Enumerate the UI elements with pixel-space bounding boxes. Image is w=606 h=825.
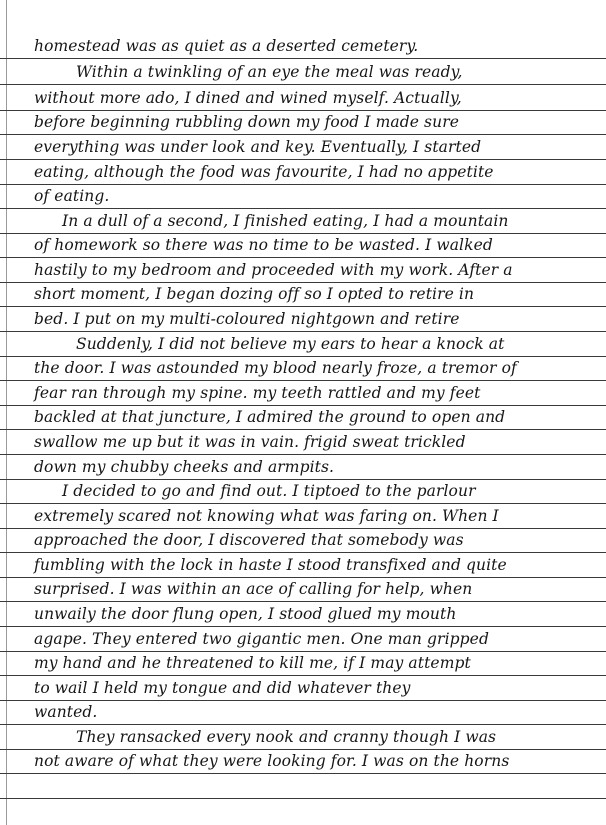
text-line: backled at that juncture, I admired the ground to open and [34,408,506,426]
text-line: to wail I held my tongue and did whatever they [34,679,411,697]
text-line: surprised. I was within an ace of calling for help, when [34,580,473,598]
text-line: I decided to go and find out. I tiptoed to the parlour [62,482,476,500]
text-line: homestead was as quiet as a deserted cemetery. [34,37,419,55]
ruled-line [0,773,606,774]
text-line: the door. I was astounded my blood nearly froze, a tremor of [34,359,517,377]
text-line: of homework so there was no time to be wasted. I walked [34,236,493,254]
ruled-line [0,58,606,59]
text-line: short moment, I began dozing off so I opted to retire in [34,285,475,303]
ruled-line [0,84,606,85]
text-line: hastily to my bedroom and proceeded with my work. After a [34,261,513,279]
text-line: not aware of what they were looking for. I was on the horns [34,752,510,770]
text-line: before beginning rubbling down my food I made sure [34,113,459,131]
text-line: Suddenly, I did not believe my ears to hear a knock at [76,335,505,353]
text-line: extremely scared not knowing what was faring on. When I [34,507,499,525]
text-line: swallow me up but it was in vain. frigid sweat trickled [34,433,466,451]
text-line: bed. I put on my multi-coloured nightgown and retire [34,310,460,328]
text-line: fumbling with the lock in haste I stood transfixed and quite [34,556,507,574]
text-line: Within a twinkling of an eye the meal was ready, [76,63,463,81]
text-line: In a dull of a second, I finished eating, I had a mountain [62,212,509,230]
text-line: without more ado, I dined and wined myself. Actually, [34,89,462,107]
text-line: agape. They entered two gigantic men. One man gripped [34,630,489,648]
text-line: wanted. [34,703,98,721]
text-line: unwaily the door flung open, I stood glued my mouth [34,605,457,623]
text-line: everything was under look and key. Eventually, I started [34,138,482,156]
text-line: of eating. [34,187,110,205]
margin-rule [6,0,7,825]
text-line: my hand and he threatened to kill me, if I may attempt [34,654,471,672]
text-line: approached the door, I discovered that somebody was [34,531,464,549]
text-line: fear ran through my spine. my teeth rattled and my feet [34,384,481,402]
text-line: They ransacked every nook and cranny though I was [76,728,497,746]
ruled-line [0,798,606,799]
text-line: eating, although the food was favourite, I had no appetite [34,163,494,181]
text-line: down my chubby cheeks and armpits. [34,458,335,476]
